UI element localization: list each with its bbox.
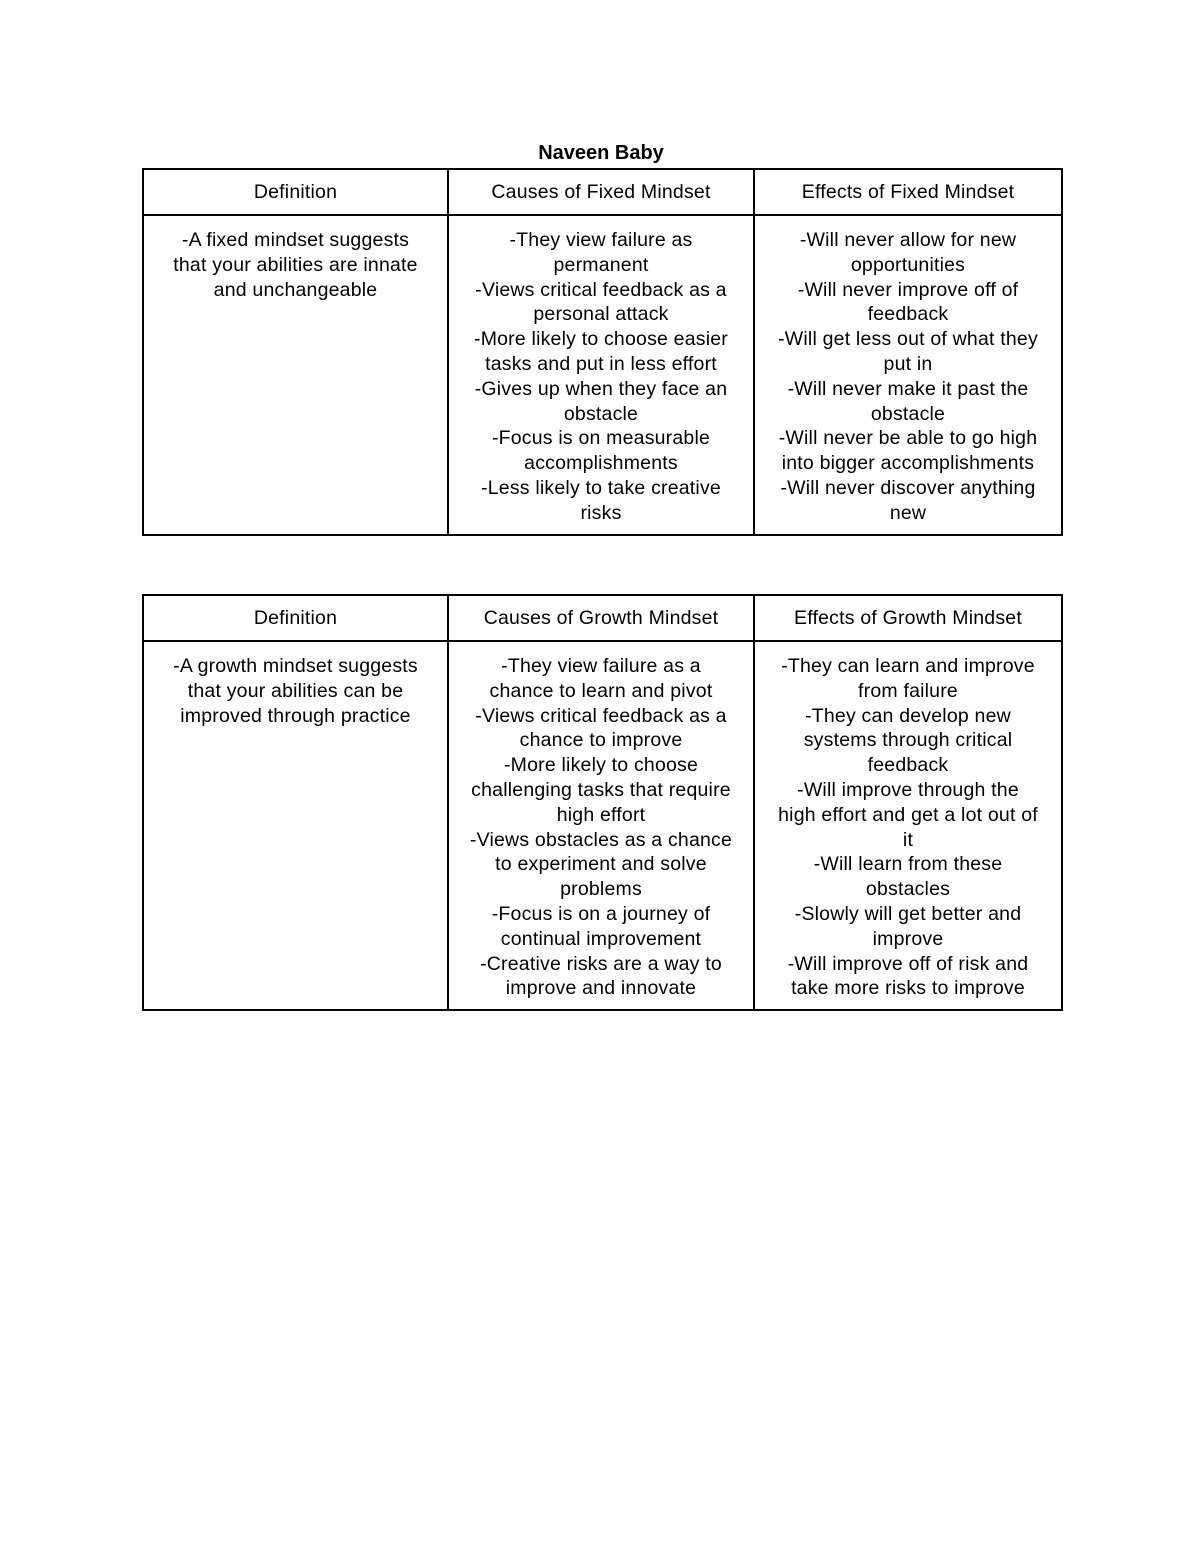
table-row <box>143 641 1062 1010</box>
text-line: challenging tasks that require <box>471 778 731 801</box>
text-line: -Will improve off of risk and <box>787 952 1029 975</box>
text-line: -Focus is on measurable <box>491 427 711 450</box>
header-causes-fixed: Causes of Fixed Mindset <box>448 169 754 215</box>
text-line: to experiment and solve <box>495 853 707 876</box>
text-line: obstacle <box>563 402 639 425</box>
text-line: feedback <box>867 303 949 326</box>
text-line: -A fixed mindset suggests <box>181 229 410 251</box>
text-line: accomplishments <box>524 452 678 475</box>
text-line: -Will never make it past the <box>787 377 1029 400</box>
text-line: -More likely to choose <box>503 754 699 777</box>
text-line: put in <box>883 352 933 375</box>
table-header-row <box>143 169 1062 215</box>
header-definition: Definition <box>143 595 448 641</box>
text-line: that your abilities are innate <box>173 253 418 276</box>
growth-effects-cell <box>754 641 1062 1010</box>
text-line: -A growth mindset suggests <box>173 655 418 677</box>
text-line: -They view failure as a <box>501 655 701 677</box>
growth-definition-cell <box>143 641 448 1010</box>
document-title: Naveen Baby <box>538 142 664 164</box>
text-line: -They can learn and improve <box>781 655 1035 677</box>
text-line: it <box>902 828 914 851</box>
text-line: -Creative risks are a way to <box>480 952 722 975</box>
text-line: high effort and get a lot out of <box>778 803 1038 826</box>
text-line: systems through critical <box>803 729 1013 752</box>
text-line: chance to improve <box>519 729 683 752</box>
text-line: -Focus is on a journey of <box>491 902 711 925</box>
text-line: high effort <box>556 803 646 826</box>
text-line: that your abilities can be <box>187 679 404 702</box>
text-line: -Will never allow for new <box>799 229 1017 251</box>
text-line: continual improvement <box>500 927 702 950</box>
text-line: -Less likely to take creative <box>481 476 721 499</box>
text-line: and unchangeable <box>213 278 378 301</box>
text-line: -Views critical feedback as a <box>475 704 727 727</box>
text-line: take more risks to improve <box>791 977 1025 1000</box>
text-line: feedback <box>867 754 949 777</box>
header-definition: Definition <box>143 169 448 215</box>
text-line: new <box>889 501 927 524</box>
text-line: -Will never discover anything <box>780 476 1036 499</box>
table-header-row <box>143 595 1062 641</box>
fixed-mindset-table <box>142 168 1063 536</box>
text-line: improve and innovate <box>505 977 697 1000</box>
table-row <box>143 215 1062 535</box>
text-line: -Will never be able to go high <box>778 427 1038 450</box>
fixed-definition-cell <box>143 215 448 535</box>
text-line: -Will improve through the <box>797 778 1019 801</box>
text-line: -Will never improve off of <box>797 278 1019 301</box>
text-line: tasks and put in less effort <box>485 352 717 375</box>
header-effects-growth: Effects of Growth Mindset <box>754 595 1062 641</box>
text-line: personal attack <box>533 303 669 326</box>
text-line: -Will learn from these <box>813 853 1003 876</box>
text-line: risks <box>580 501 622 524</box>
text-line: problems <box>560 878 642 901</box>
text-line: from failure <box>858 679 958 702</box>
fixed-effects-cell <box>754 215 1062 535</box>
text-line: obstacles <box>865 878 951 901</box>
fixed-causes-cell <box>448 215 754 535</box>
header-causes-growth: Causes of Growth Mindset <box>448 595 754 641</box>
text-line: -Views obstacles as a chance <box>469 828 733 851</box>
text-line: -They view failure as <box>509 229 693 251</box>
growth-causes-cell <box>448 641 754 1010</box>
text-line: -Will get less out of what they <box>778 328 1038 351</box>
header-effects-fixed: Effects of Fixed Mindset <box>754 169 1062 215</box>
text-line: into bigger accomplishments <box>781 452 1035 475</box>
text-line: permanent <box>553 253 649 276</box>
text-line: improve <box>872 927 944 950</box>
text-line: chance to learn and pivot <box>489 679 713 702</box>
text-line: -Gives up when they face an <box>474 377 728 400</box>
text-line: -Slowly will get better and <box>794 902 1022 925</box>
text-line: obstacle <box>870 402 946 425</box>
text-line: -Views critical feedback as a <box>475 278 727 301</box>
text-line: -More likely to choose easier <box>474 328 728 351</box>
text-line: -They can develop new <box>805 704 1011 727</box>
text-line: improved through practice <box>180 704 411 727</box>
growth-mindset-table <box>142 594 1063 1011</box>
text-line: opportunities <box>850 253 966 276</box>
